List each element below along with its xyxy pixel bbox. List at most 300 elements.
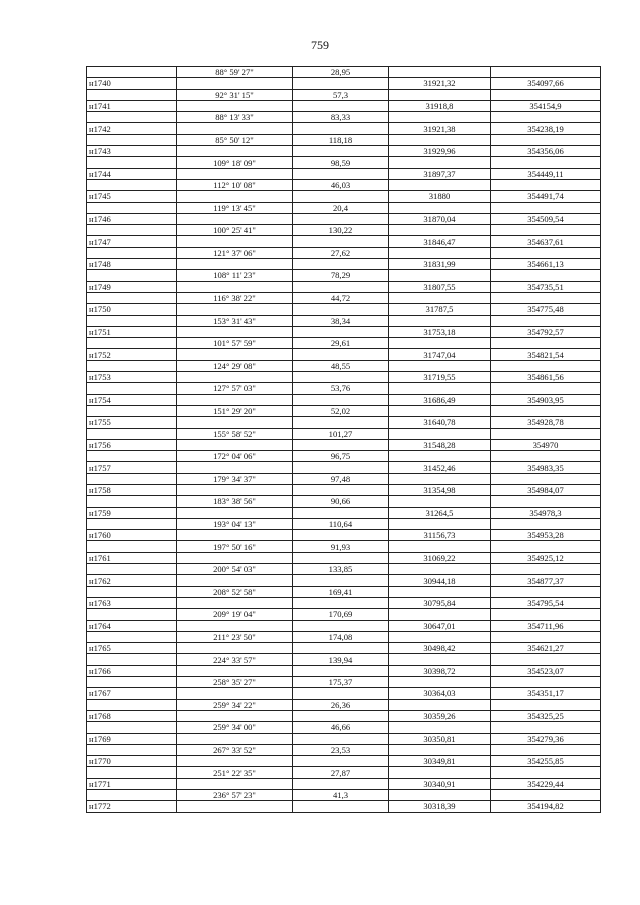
direction-angle-cell: 88° 59' 27" — [177, 67, 293, 78]
direction-angle-cell: 200° 54' 03" — [177, 564, 293, 575]
table-row — [87, 157, 601, 168]
point-name-cell: н1740 — [87, 78, 177, 89]
x-coordinate-cell — [389, 496, 491, 507]
direction-angle-cell: 116° 38' 22" — [177, 292, 293, 303]
direction-angle-cell — [177, 597, 293, 608]
y-coordinate-cell — [491, 609, 601, 620]
y-coordinate-cell: 354928,78 — [491, 417, 601, 428]
x-coordinate-cell — [389, 292, 491, 303]
point-name-cell — [87, 179, 177, 190]
y-coordinate-cell — [491, 677, 601, 688]
direction-angle-cell — [177, 123, 293, 134]
y-coordinate-cell: 354984,07 — [491, 484, 601, 495]
point-name-cell: н1770 — [87, 756, 177, 767]
point-name-cell: н1742 — [87, 123, 177, 134]
direction-angle-cell: 224° 33' 57" — [177, 654, 293, 665]
table-row — [87, 484, 601, 495]
point-name-cell: н1753 — [87, 372, 177, 383]
point-name-cell — [87, 586, 177, 597]
y-coordinate-cell — [491, 405, 601, 416]
y-coordinate-cell — [491, 315, 601, 326]
distance-cell — [293, 778, 389, 789]
point-name-cell — [87, 112, 177, 123]
point-name-cell — [87, 225, 177, 236]
y-coordinate-cell: 354711,96 — [491, 620, 601, 631]
direction-angle-cell: 151° 29' 20" — [177, 405, 293, 416]
table-row — [87, 688, 601, 699]
y-coordinate-cell — [491, 654, 601, 665]
table-row — [87, 665, 601, 676]
table-row — [87, 778, 601, 789]
x-coordinate-cell: 31069,22 — [389, 552, 491, 563]
distance-cell — [293, 756, 389, 767]
y-coordinate-cell — [491, 744, 601, 755]
table-row — [87, 372, 601, 383]
x-coordinate-cell: 30364,03 — [389, 688, 491, 699]
x-coordinate-cell: 30795,84 — [389, 597, 491, 608]
table-row — [87, 597, 601, 608]
y-coordinate-cell — [491, 586, 601, 597]
direction-angle-cell: 121° 37' 06" — [177, 247, 293, 258]
distance-cell: 41,3 — [293, 790, 389, 801]
point-name-cell: н1748 — [87, 259, 177, 270]
point-name-cell — [87, 270, 177, 281]
distance-cell — [293, 100, 389, 111]
table-row — [87, 146, 601, 157]
x-coordinate-cell: 30340,91 — [389, 778, 491, 789]
point-name-cell: н1755 — [87, 417, 177, 428]
table-row — [87, 710, 601, 721]
distance-cell: 38,34 — [293, 315, 389, 326]
point-name-cell — [87, 609, 177, 620]
direction-angle-cell: 259° 34' 22" — [177, 699, 293, 710]
y-coordinate-cell: 354978,3 — [491, 507, 601, 518]
direction-angle-cell — [177, 620, 293, 631]
direction-angle-cell: 197° 50' 16" — [177, 541, 293, 552]
direction-angle-cell: 108° 11' 23" — [177, 270, 293, 281]
x-coordinate-cell: 31747,04 — [389, 349, 491, 360]
x-coordinate-cell — [389, 157, 491, 168]
x-coordinate-cell — [389, 247, 491, 258]
y-coordinate-cell: 354661,13 — [491, 259, 601, 270]
distance-cell — [293, 259, 389, 270]
table-row — [87, 100, 601, 111]
distance-cell: 170,69 — [293, 609, 389, 620]
distance-cell — [293, 417, 389, 428]
x-coordinate-cell: 31846,47 — [389, 236, 491, 247]
x-coordinate-cell: 31787,5 — [389, 304, 491, 315]
x-coordinate-cell: 31264,5 — [389, 507, 491, 518]
y-coordinate-cell: 354509,54 — [491, 213, 601, 224]
direction-angle-cell: 155° 58' 52" — [177, 428, 293, 439]
table-row — [87, 473, 601, 484]
point-name-cell — [87, 405, 177, 416]
table-row — [87, 383, 601, 394]
distance-cell: 44,72 — [293, 292, 389, 303]
direction-angle-cell: 208° 52' 58" — [177, 586, 293, 597]
point-name-cell: н1767 — [87, 688, 177, 699]
distance-cell — [293, 123, 389, 134]
direction-angle-cell: 267° 33' 52" — [177, 744, 293, 755]
point-name-cell: н1762 — [87, 575, 177, 586]
point-name-cell: н1761 — [87, 552, 177, 563]
distance-cell — [293, 688, 389, 699]
table-row — [87, 586, 601, 597]
distance-cell — [293, 439, 389, 450]
table-row — [87, 259, 601, 270]
x-coordinate-cell — [389, 451, 491, 462]
point-name-cell: н1763 — [87, 597, 177, 608]
x-coordinate-cell — [389, 134, 491, 145]
direction-angle-cell — [177, 100, 293, 111]
point-name-cell — [87, 654, 177, 665]
y-coordinate-cell — [491, 518, 601, 529]
point-name-cell: н1760 — [87, 530, 177, 541]
distance-cell — [293, 575, 389, 586]
table-row — [87, 417, 601, 428]
distance-cell — [293, 394, 389, 405]
y-coordinate-cell — [491, 225, 601, 236]
x-coordinate-cell: 31921,38 — [389, 123, 491, 134]
y-coordinate-cell — [491, 541, 601, 552]
distance-cell: 98,59 — [293, 157, 389, 168]
x-coordinate-cell: 30350,81 — [389, 733, 491, 744]
x-coordinate-cell — [389, 790, 491, 801]
y-coordinate-cell: 354449,11 — [491, 168, 601, 179]
point-name-cell: н1768 — [87, 710, 177, 721]
point-name-cell — [87, 699, 177, 710]
table-row — [87, 654, 601, 665]
table-row — [87, 756, 601, 767]
direction-angle-cell — [177, 643, 293, 654]
table-row — [87, 179, 601, 190]
point-name-cell: н1757 — [87, 462, 177, 473]
direction-angle-cell: 109° 18' 09" — [177, 157, 293, 168]
table-row — [87, 699, 601, 710]
point-name-cell: н1749 — [87, 281, 177, 292]
y-coordinate-cell — [491, 496, 601, 507]
distance-cell: 29,61 — [293, 338, 389, 349]
distance-cell: 27,62 — [293, 247, 389, 258]
x-coordinate-cell: 31686,49 — [389, 394, 491, 405]
y-coordinate-cell — [491, 157, 601, 168]
x-coordinate-cell: 31929,96 — [389, 146, 491, 157]
table-row — [87, 575, 601, 586]
y-coordinate-cell — [491, 722, 601, 733]
point-name-cell — [87, 473, 177, 484]
x-coordinate-cell: 31921,32 — [389, 78, 491, 89]
point-name-cell — [87, 451, 177, 462]
y-coordinate-cell: 354953,28 — [491, 530, 601, 541]
point-name-cell — [87, 518, 177, 529]
direction-angle-cell: 124° 29' 08" — [177, 360, 293, 371]
direction-angle-cell — [177, 575, 293, 586]
x-coordinate-cell: 31897,37 — [389, 168, 491, 179]
distance-cell — [293, 710, 389, 721]
x-coordinate-cell — [389, 699, 491, 710]
direction-angle-cell — [177, 146, 293, 157]
y-coordinate-cell: 354194,82 — [491, 801, 601, 812]
point-name-cell — [87, 767, 177, 778]
x-coordinate-cell — [389, 744, 491, 755]
direction-angle-cell: 153° 31' 43" — [177, 315, 293, 326]
direction-angle-cell — [177, 168, 293, 179]
direction-angle-cell — [177, 439, 293, 450]
point-name-cell — [87, 428, 177, 439]
table-row — [87, 620, 601, 631]
y-coordinate-cell: 354229,44 — [491, 778, 601, 789]
x-coordinate-cell — [389, 722, 491, 733]
x-coordinate-cell — [389, 112, 491, 123]
y-coordinate-cell — [491, 631, 601, 642]
distance-cell: 52,02 — [293, 405, 389, 416]
x-coordinate-cell — [389, 767, 491, 778]
direction-angle-cell: 183° 38' 56" — [177, 496, 293, 507]
distance-cell — [293, 507, 389, 518]
x-coordinate-cell — [389, 89, 491, 100]
table-row — [87, 552, 601, 563]
distance-cell: 48,55 — [293, 360, 389, 371]
direction-angle-cell — [177, 394, 293, 405]
table-row — [87, 631, 601, 642]
direction-angle-cell: 88° 13' 33" — [177, 112, 293, 123]
direction-angle-cell — [177, 530, 293, 541]
distance-cell: 133,85 — [293, 564, 389, 575]
table-row — [87, 292, 601, 303]
y-coordinate-cell — [491, 67, 601, 78]
x-coordinate-cell: 31807,55 — [389, 281, 491, 292]
direction-angle-cell — [177, 326, 293, 337]
point-name-cell — [87, 790, 177, 801]
x-coordinate-cell — [389, 179, 491, 190]
distance-cell: 27,87 — [293, 767, 389, 778]
y-coordinate-cell: 354821,54 — [491, 349, 601, 360]
direction-angle-cell: 251° 22' 35" — [177, 767, 293, 778]
point-name-cell — [87, 89, 177, 100]
distance-cell — [293, 326, 389, 337]
y-coordinate-cell — [491, 89, 601, 100]
table-row — [87, 722, 601, 733]
y-coordinate-cell: 354325,25 — [491, 710, 601, 721]
point-name-cell — [87, 360, 177, 371]
x-coordinate-cell — [389, 67, 491, 78]
y-coordinate-cell: 354255,85 — [491, 756, 601, 767]
y-coordinate-cell: 354238,19 — [491, 123, 601, 134]
x-coordinate-cell — [389, 631, 491, 642]
direction-angle-cell — [177, 281, 293, 292]
direction-angle-cell — [177, 349, 293, 360]
direction-angle-cell: 172° 04' 06" — [177, 451, 293, 462]
distance-cell — [293, 168, 389, 179]
table-row — [87, 790, 601, 801]
direction-angle-cell: 119° 13' 45" — [177, 202, 293, 213]
x-coordinate-cell — [389, 609, 491, 620]
y-coordinate-cell: 354523,07 — [491, 665, 601, 676]
point-name-cell — [87, 134, 177, 145]
table-row — [87, 643, 601, 654]
table-row — [87, 405, 601, 416]
x-coordinate-cell — [389, 338, 491, 349]
distance-cell: 90,66 — [293, 496, 389, 507]
point-name-cell: н1747 — [87, 236, 177, 247]
x-coordinate-cell: 31880 — [389, 191, 491, 202]
y-coordinate-cell: 354621,27 — [491, 643, 601, 654]
distance-cell — [293, 236, 389, 247]
point-name-cell: н1752 — [87, 349, 177, 360]
table-row — [87, 451, 601, 462]
x-coordinate-cell — [389, 677, 491, 688]
y-coordinate-cell — [491, 767, 601, 778]
distance-cell: 57,3 — [293, 89, 389, 100]
y-coordinate-cell: 354154,9 — [491, 100, 601, 111]
distance-cell — [293, 665, 389, 676]
direction-angle-cell — [177, 552, 293, 563]
x-coordinate-cell — [389, 541, 491, 552]
point-name-cell: н1745 — [87, 191, 177, 202]
x-coordinate-cell: 31156,73 — [389, 530, 491, 541]
distance-cell — [293, 462, 389, 473]
point-name-cell — [87, 202, 177, 213]
y-coordinate-cell — [491, 383, 601, 394]
distance-cell: 169,41 — [293, 586, 389, 597]
distance-cell: 26,36 — [293, 699, 389, 710]
x-coordinate-cell: 31753,18 — [389, 326, 491, 337]
distance-cell: 130,22 — [293, 225, 389, 236]
distance-cell: 46,66 — [293, 722, 389, 733]
point-name-cell: н1756 — [87, 439, 177, 450]
x-coordinate-cell: 31870,04 — [389, 213, 491, 224]
distance-cell: 91,93 — [293, 541, 389, 552]
distance-cell: 174,08 — [293, 631, 389, 642]
table-row — [87, 270, 601, 281]
table-row — [87, 315, 601, 326]
y-coordinate-cell — [491, 247, 601, 258]
y-coordinate-cell — [491, 270, 601, 281]
direction-angle-cell — [177, 304, 293, 315]
table-row — [87, 281, 601, 292]
y-coordinate-cell: 354279,36 — [491, 733, 601, 744]
x-coordinate-cell — [389, 270, 491, 281]
direction-angle-cell: 100° 25' 41" — [177, 225, 293, 236]
table-row — [87, 496, 601, 507]
y-coordinate-cell: 354983,35 — [491, 462, 601, 473]
point-name-cell: н1764 — [87, 620, 177, 631]
distance-cell: 101,27 — [293, 428, 389, 439]
table-row — [87, 89, 601, 100]
distance-cell: 118,18 — [293, 134, 389, 145]
x-coordinate-cell — [389, 654, 491, 665]
y-coordinate-cell — [491, 473, 601, 484]
y-coordinate-cell: 354925,12 — [491, 552, 601, 563]
y-coordinate-cell — [491, 338, 601, 349]
y-coordinate-cell — [491, 360, 601, 371]
direction-angle-cell — [177, 78, 293, 89]
direction-angle-cell: 179° 34' 37" — [177, 473, 293, 484]
x-coordinate-cell: 31548,28 — [389, 439, 491, 450]
distance-cell — [293, 372, 389, 383]
table-row — [87, 507, 601, 518]
table-row — [87, 225, 601, 236]
page-number: 759 — [311, 38, 329, 52]
table-row — [87, 78, 601, 89]
distance-cell — [293, 349, 389, 360]
direction-angle-cell: 236° 57' 23" — [177, 790, 293, 801]
x-coordinate-cell: 31918,8 — [389, 100, 491, 111]
table-row — [87, 112, 601, 123]
distance-cell — [293, 530, 389, 541]
x-coordinate-cell — [389, 383, 491, 394]
distance-cell: 97,48 — [293, 473, 389, 484]
point-name-cell — [87, 631, 177, 642]
table-row — [87, 123, 601, 134]
x-coordinate-cell: 30318,39 — [389, 801, 491, 812]
direction-angle-cell — [177, 801, 293, 812]
y-coordinate-cell — [491, 292, 601, 303]
table-row — [87, 609, 601, 620]
distance-cell: 28,95 — [293, 67, 389, 78]
distance-cell — [293, 281, 389, 292]
point-name-cell — [87, 157, 177, 168]
y-coordinate-cell: 354356,06 — [491, 146, 601, 157]
y-coordinate-cell: 354097,66 — [491, 78, 601, 89]
y-coordinate-cell: 354775,48 — [491, 304, 601, 315]
table-row — [87, 462, 601, 473]
direction-angle-cell — [177, 259, 293, 270]
point-name-cell: н1772 — [87, 801, 177, 812]
table-row — [87, 518, 601, 529]
direction-angle-cell — [177, 507, 293, 518]
y-coordinate-cell: 354877,37 — [491, 575, 601, 586]
point-name-cell — [87, 722, 177, 733]
direction-angle-cell — [177, 236, 293, 247]
table-row — [87, 733, 601, 744]
direction-angle-cell: 92° 31' 15" — [177, 89, 293, 100]
direction-angle-cell — [177, 417, 293, 428]
point-name-cell — [87, 564, 177, 575]
table-row — [87, 338, 601, 349]
distance-cell — [293, 191, 389, 202]
coordinates-table-body — [87, 67, 601, 813]
direction-angle-cell — [177, 710, 293, 721]
point-name-cell: н1769 — [87, 733, 177, 744]
y-coordinate-cell: 354861,56 — [491, 372, 601, 383]
y-coordinate-cell — [491, 428, 601, 439]
x-coordinate-cell: 30349,81 — [389, 756, 491, 767]
x-coordinate-cell — [389, 405, 491, 416]
y-coordinate-cell: 354903,95 — [491, 394, 601, 405]
table-row — [87, 360, 601, 371]
distance-cell — [293, 620, 389, 631]
table-row — [87, 801, 601, 812]
distance-cell: 110,64 — [293, 518, 389, 529]
table-row — [87, 349, 601, 360]
point-name-cell: н1754 — [87, 394, 177, 405]
point-name-cell: н1771 — [87, 778, 177, 789]
x-coordinate-cell — [389, 315, 491, 326]
distance-cell — [293, 484, 389, 495]
x-coordinate-cell: 30498,42 — [389, 643, 491, 654]
point-name-cell: н1746 — [87, 213, 177, 224]
direction-angle-cell — [177, 778, 293, 789]
point-name-cell — [87, 744, 177, 755]
table-row — [87, 326, 601, 337]
point-name-cell — [87, 247, 177, 258]
direction-angle-cell: 193° 04' 13" — [177, 518, 293, 529]
table-row — [87, 541, 601, 552]
y-coordinate-cell — [491, 134, 601, 145]
point-name-cell — [87, 338, 177, 349]
y-coordinate-cell: 354792,57 — [491, 326, 601, 337]
